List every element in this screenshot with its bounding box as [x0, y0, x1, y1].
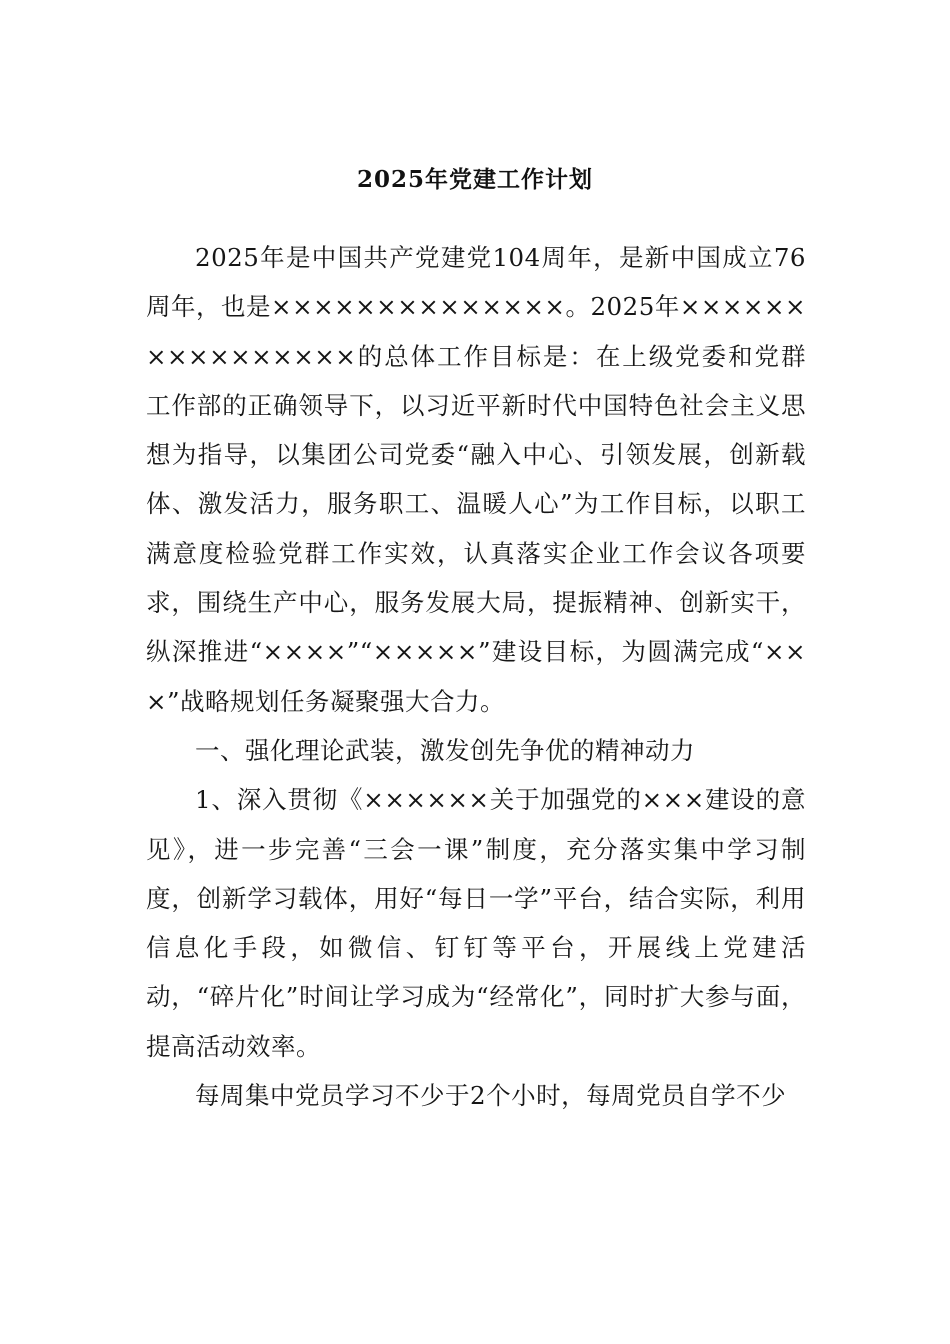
section-heading-1: 一、强化理论武装，激发创先争优的精神动力: [195, 735, 695, 765]
paragraph-item-1: 1、深入贯彻《××××××关于加强党的×××建设的意见》，进一步完善“三会一课”制度，充分落实集中学习制度，创新学习载体，用好“每日一学”平台，结合实际，利用信息化手段，如微信、钉钉等平台，开展线上党建活动，“碎片化”时间让学习成为“经常化”，同时扩大参与面，提高活动效率。: [146, 785, 806, 1061]
document-body: [146, 233, 806, 1120]
paragraph-weekly-study: 每周集中党员学习不少于2个小时，每周党员自学不少: [195, 1081, 787, 1111]
document-title: 2025年党建工作计划: [356, 166, 593, 193]
paragraph-intro: 2025年是中国共产党建党104周年，是新中国成立76周年，也是××××××××××××××。2025年××××××××××××××××的总体工作目标是：在上级党委和党群工作部的正确领导下，以习近平新时代中国特色社会主义思想为指导，以集团公司党委“融入中心、引领发展，创新载体、激发活力，服务职工、温暖人心”为工作目标，以职工满意度检验党群工作实效，认真落实企业工作会议各项要求，围绕生产中心，服务发展大局，提振精神、创新实干，纵深推进“××××”“×××××”建设目标，为圆满完成“×××”战略规划任务凝聚强大合力。: [146, 243, 806, 716]
